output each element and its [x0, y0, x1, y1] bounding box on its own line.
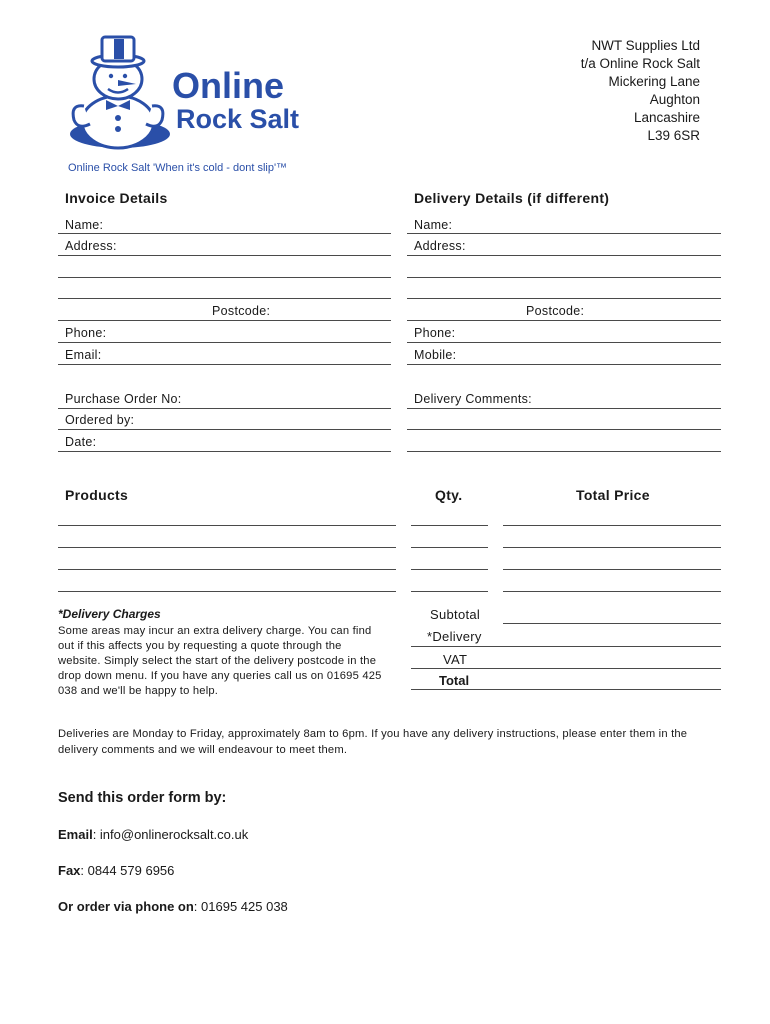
send-email-value[interactable]: : info@onlinerocksalt.co.uk: [92, 827, 249, 842]
qty-field-1[interactable]: [411, 525, 488, 526]
logo: [62, 34, 332, 179]
delivery-charges-line: 038 and we'll be happy to help.: [58, 685, 219, 697]
send-phone: [58, 899, 288, 914]
delivery-total-label: *Delivery: [427, 629, 482, 644]
product-field-3[interactable]: [58, 569, 396, 570]
delivery-address-field-3[interactable]: [407, 298, 721, 299]
delivery-charges-text: [58, 624, 398, 699]
qty-heading: Qty.: [435, 487, 463, 503]
address-line: t/a Online Rock Salt: [580, 56, 700, 71]
logo-tagline: Online Rock Salt 'When it's cold - dont slip'™: [68, 162, 288, 174]
purchase-order-label: Purchase Order No:: [65, 392, 182, 406]
delivery-name-label: Name:: [414, 218, 453, 232]
delivery-total-field[interactable]: [411, 646, 721, 647]
price-field-4[interactable]: [503, 591, 721, 592]
send-email-label: Email: [58, 827, 93, 842]
invoice-email-label: Email:: [65, 348, 102, 362]
product-field-4[interactable]: [58, 591, 396, 592]
send-fax-value: : 0844 579 6956: [80, 863, 175, 878]
delivery-charges-line: out if this affects you by requesting a quote through the: [58, 640, 342, 652]
send-fax: [58, 863, 174, 878]
send-email: [58, 827, 248, 842]
logo-word-online: Online: [172, 65, 285, 106]
delivery-notice: [58, 726, 687, 758]
vat-label: VAT: [443, 652, 468, 667]
delivery-comments-field-3[interactable]: [407, 451, 721, 452]
delivery-mobile-label: Mobile:: [414, 348, 457, 362]
subtotal-field[interactable]: [503, 623, 721, 624]
delivery-notice-line: Deliveries are Monday to Friday, approximately 8am to 6pm. If you have any delivery instructions, please enter them in the: [58, 728, 688, 740]
invoice-address-field-3[interactable]: [58, 298, 391, 299]
invoice-phone-label: Phone:: [65, 326, 107, 340]
delivery-heading: Delivery Details (if different): [414, 190, 610, 206]
invoice-address-field-2[interactable]: [58, 277, 391, 278]
qty-field-4[interactable]: [411, 591, 488, 592]
date-field[interactable]: [58, 451, 391, 452]
snowman-icon: [62, 34, 172, 159]
price-field-3[interactable]: [503, 569, 721, 570]
price-field-1[interactable]: [503, 525, 721, 526]
address-line: Lancashire: [633, 110, 700, 125]
invoice-address-field-1[interactable]: [58, 255, 391, 256]
send-phone-value: : 01695 425 038: [193, 899, 288, 914]
send-fax-label: Fax: [58, 863, 81, 878]
invoice-phone-field[interactable]: [58, 342, 391, 343]
delivery-charges-heading: *Delivery Charges: [58, 607, 161, 621]
invoice-postcode-label: Postcode:: [212, 304, 271, 318]
delivery-charges-line: Some areas may incur an extra delivery charge. You can find: [58, 625, 372, 637]
invoice-address-label: Address:: [65, 239, 117, 253]
total-field[interactable]: [411, 689, 721, 690]
ordered-by-field[interactable]: [58, 429, 391, 430]
invoice-name-field[interactable]: [58, 233, 391, 234]
product-field-1[interactable]: [58, 525, 396, 526]
invoice-name-label: Name:: [65, 218, 104, 232]
delivery-phone-field[interactable]: [407, 342, 721, 343]
total-price-heading: Total Price: [576, 487, 650, 503]
delivery-name-field[interactable]: [407, 233, 721, 234]
invoice-heading: Invoice Details: [65, 190, 168, 206]
invoice-postcode-field[interactable]: [58, 320, 391, 321]
products-heading: Products: [65, 487, 129, 503]
invoice-email-field[interactable]: [58, 364, 391, 365]
delivery-notice-line: delivery comments and we will endeavour to meet them.: [58, 744, 348, 756]
delivery-mobile-field[interactable]: [407, 364, 721, 365]
address-line: Aughton: [649, 92, 700, 107]
company-address: [581, 37, 700, 145]
qty-field-2[interactable]: [411, 547, 488, 548]
address-line: L39 6SR: [647, 128, 700, 143]
address-line: Mickering Lane: [608, 74, 700, 89]
delivery-address-field-1[interactable]: [407, 255, 721, 256]
delivery-address-label: Address:: [414, 239, 466, 253]
delivery-comments-field-1[interactable]: [407, 408, 721, 409]
delivery-phone-label: Phone:: [414, 326, 456, 340]
delivery-charges-line: drop down menu. If you have any queries call us on 01695 425: [58, 670, 382, 682]
delivery-postcode-field[interactable]: [407, 320, 721, 321]
delivery-postcode-label: Postcode:: [526, 304, 585, 318]
send-phone-label: Or order via phone on: [58, 899, 194, 914]
delivery-address-field-2[interactable]: [407, 277, 721, 278]
product-field-2[interactable]: [58, 547, 396, 548]
delivery-comments-label: Delivery Comments:: [414, 392, 532, 406]
vat-field[interactable]: [411, 668, 721, 669]
send-heading: Send this order form by:: [58, 790, 227, 806]
price-field-2[interactable]: [503, 547, 721, 548]
qty-field-3[interactable]: [411, 569, 488, 570]
subtotal-label: Subtotal: [430, 607, 481, 622]
logo-word-rock-salt: Rock Salt: [176, 104, 300, 134]
delivery-charges-line: website. Simply select the start of the delivery postcode in the: [58, 655, 377, 667]
date-label: Date:: [65, 435, 97, 449]
address-line: NWT Supplies Ltd: [591, 38, 700, 53]
delivery-comments-field-2[interactable]: [407, 429, 721, 430]
total-label: Total: [439, 673, 470, 688]
ordered-by-label: Ordered by:: [65, 413, 135, 427]
purchase-order-field[interactable]: [58, 408, 391, 409]
